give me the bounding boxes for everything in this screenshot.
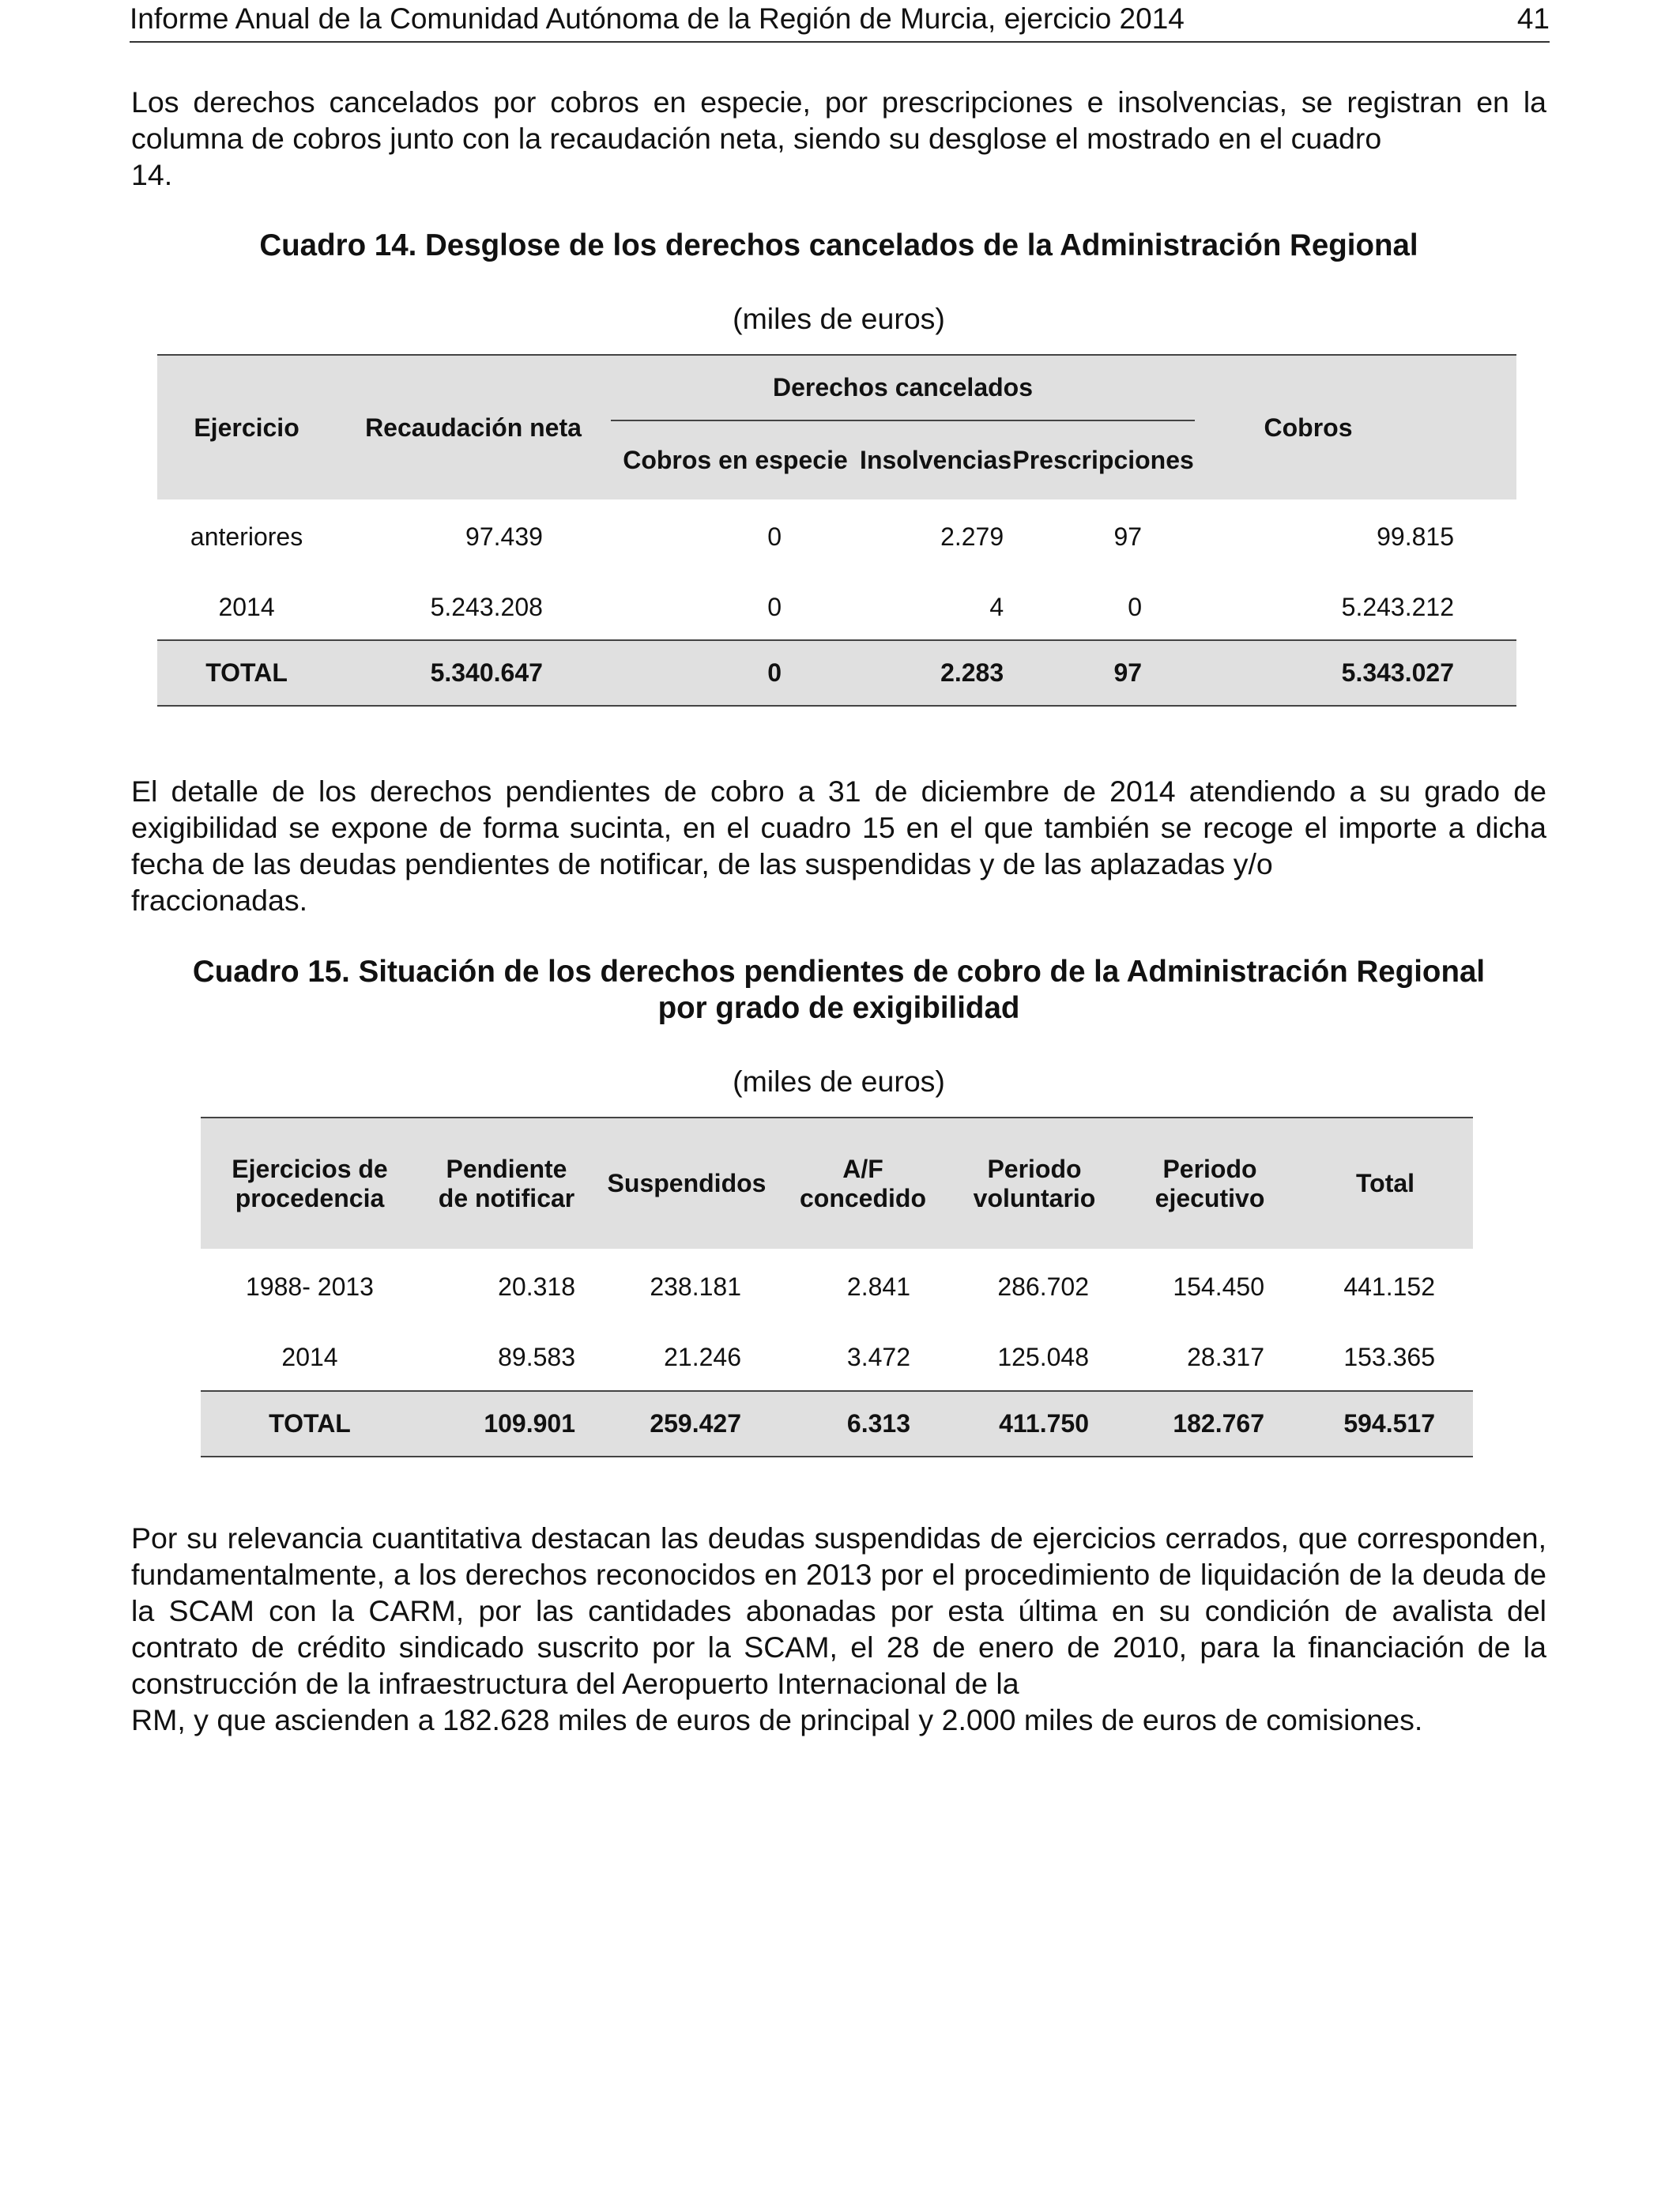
paragraph-line: Los derechos cancelados por cobros en especie, por prescripciones e insolvencias, se registran en <box>131 85 1509 119</box>
cell-ejercicio: 2014 <box>218 592 275 621</box>
table-row <box>201 1325 1473 1391</box>
cell-voluntario: 286.702 <box>997 1272 1089 1301</box>
header-line: de notificar <box>438 1183 575 1212</box>
header-line: concedido <box>799 1183 926 1212</box>
cell-total-prescripciones: 97 <box>1011 640 1195 706</box>
col-header-derechos-cancelados: Derechos cancelados <box>611 355 1195 420</box>
header-line: Ejercicios de <box>232 1154 388 1183</box>
col-header-pendiente-notificar <box>419 1118 594 1249</box>
cell-cobros: 99.815 <box>1377 522 1454 551</box>
cell-total-cobros: 5.343.027 <box>1195 640 1516 706</box>
col-header-recaudacion-neta: Recaudación neta <box>336 355 611 499</box>
cell-total-recaudacion: 5.340.647 <box>336 640 611 706</box>
cell-especie: 0 <box>767 522 782 551</box>
cell-total-af: 6.313 <box>779 1391 947 1457</box>
caption-line: Cuadro 15. Situación de los derechos pendientes de cobro de la Administración Regional <box>192 955 1486 989</box>
header-line: procedencia <box>235 1183 385 1212</box>
cell-total-label: TOTAL <box>201 1391 419 1457</box>
cell-voluntario: 125.048 <box>997 1343 1089 1371</box>
paragraph-intro-cuadro15 <box>131 773 1546 918</box>
cell-suspendidos: 21.246 <box>664 1343 741 1371</box>
cell-insolvencias: 4 <box>989 592 1004 621</box>
cell-total-voluntario: 411.750 <box>947 1391 1122 1457</box>
page-header <box>130 0 1550 43</box>
cell-pendiente: 89.583 <box>498 1343 575 1371</box>
cell-prescripciones: 97 <box>1113 522 1143 551</box>
paragraph-line: la columna de cobros junto con la recaudación neta, siendo su desglose el mostrado en el cuadro <box>131 85 1547 155</box>
paragraph-line: a dicha fecha de las deudas pendientes de notificar, de las suspendidas y de las aplazadas y/o <box>131 811 1546 880</box>
cell-ejercicios: 2014 <box>281 1343 338 1371</box>
cell-ejecutivo: 154.450 <box>1173 1272 1264 1301</box>
cell-total: 153.365 <box>1343 1343 1435 1371</box>
cell-total-ejecutivo: 182.767 <box>1122 1391 1298 1457</box>
cell-total-insolvencias: 2.283 <box>860 640 1011 706</box>
cell-suspendidos: 238.181 <box>650 1272 741 1301</box>
paragraph-line: Por su relevancia cuantitativa destacan las deudas suspendidas de ejercicios cerrados, que <box>131 1521 1348 1555</box>
cell-total-pendiente: 109.901 <box>419 1391 594 1457</box>
paragraph-line: 2010, para la financiación de la construcción de la infraestructura del Aeropuerto Internacional de la <box>131 1630 1546 1700</box>
caption-line: por grado de exigibilidad <box>657 991 1020 1025</box>
table-row <box>157 575 1516 640</box>
report-title: Informe Anual de la Comunidad Autónoma de la Región de Murcia, ejercicio 2014 <box>130 2 1185 35</box>
table-row <box>201 1249 1473 1325</box>
paragraph-deudas-suspendidas <box>131 1520 1546 1738</box>
col-header-suspendidos: Suspendidos <box>594 1118 779 1249</box>
cell-ejecutivo: 28.317 <box>1187 1343 1264 1371</box>
col-header-ejercicios-procedencia <box>201 1118 419 1249</box>
paragraph-line: 14. <box>131 158 173 191</box>
cell-total-label: TOTAL <box>157 640 336 706</box>
header-line: Pendiente <box>446 1154 567 1183</box>
total-row <box>157 640 1516 706</box>
cuadro14-units: (miles de euros) <box>733 302 945 335</box>
paragraph-line: corresponden, fundamentalmente, a los derechos reconocidos en 2013 por el procedimiento de <box>131 1521 1546 1591</box>
total-row <box>201 1391 1473 1457</box>
cuadro14-caption: Cuadro 14. Desglose de los derechos cancelados de la Administración Regional <box>259 228 1418 262</box>
cell-af: 3.472 <box>846 1343 910 1371</box>
cell-especie: 0 <box>767 592 782 621</box>
cuadro15-table <box>201 1117 1473 1457</box>
cell-total-suspendidos: 259.427 <box>594 1391 779 1457</box>
cuadro14-table <box>157 354 1516 707</box>
cell-insolvencias: 2.279 <box>940 522 1004 551</box>
col-header-ejercicio: Ejercicio <box>157 355 336 499</box>
cell-af: 2.841 <box>846 1272 910 1301</box>
col-header-periodo-voluntario <box>947 1118 1122 1249</box>
paragraph-line: fraccionadas. <box>131 884 308 917</box>
col-header-periodo-ejecutivo <box>1122 1118 1298 1249</box>
col-header-prescripciones: Prescripciones <box>1011 420 1195 499</box>
col-header-cobros: Cobros <box>1195 355 1516 499</box>
page-number: 41 <box>1516 2 1550 35</box>
cell-cobros: 5.243.212 <box>1341 592 1454 621</box>
col-header-total: Total <box>1298 1118 1473 1249</box>
cuadro15-caption <box>131 954 1546 1027</box>
cuadro15-units: (miles de euros) <box>733 1065 945 1098</box>
cell-prescripciones: 0 <box>1128 592 1143 621</box>
cell-pendiente: 20.318 <box>498 1272 575 1301</box>
header-line: ejecutivo <box>1155 1183 1265 1212</box>
cell-recaudacion: 5.243.208 <box>430 592 543 621</box>
cell-ejercicios: 1988- 2013 <box>246 1272 374 1301</box>
col-header-af-concedido <box>779 1118 947 1249</box>
cell-total-especie: 0 <box>611 640 860 706</box>
header-line: Periodo <box>987 1154 1082 1183</box>
paragraph-intro-cuadro14 <box>131 84 1546 193</box>
table-row <box>157 499 1516 575</box>
paragraph-line: de exigibilidad se expone de forma sucinta, en el cuadro 15 en el que también se recoge el importe <box>131 775 1546 844</box>
header-line: voluntario <box>973 1183 1096 1212</box>
col-header-insolvencias: Insolvencias <box>860 420 1011 499</box>
cell-ejercicio: anteriores <box>190 522 303 551</box>
cell-total: 441.152 <box>1343 1272 1435 1301</box>
cell-total-total: 594.517 <box>1298 1391 1473 1457</box>
cell-recaudacion: 97.439 <box>465 522 543 551</box>
header-line: A/F <box>842 1154 883 1183</box>
paragraph-line: su condición de avalista del contrato de crédito sindicado suscrito por la SCAM, el 28 de enero de <box>131 1594 1547 1664</box>
header-line: Periodo <box>1162 1154 1257 1183</box>
paragraph-line: El detalle de los derechos pendientes de cobro a 31 de diciembre de 2014 atendiendo a su grado <box>131 775 1501 808</box>
paragraph-line: liquidación de la deuda de la SCAM con la CARM, por las cantidades abonadas por esta última en <box>131 1558 1546 1627</box>
paragraph-line: RM, y que ascienden a 182.628 miles de euros de principal y 2.000 miles de euros de comisiones. <box>131 1703 1423 1736</box>
col-header-cobros-especie: Cobros en especie <box>611 420 860 499</box>
